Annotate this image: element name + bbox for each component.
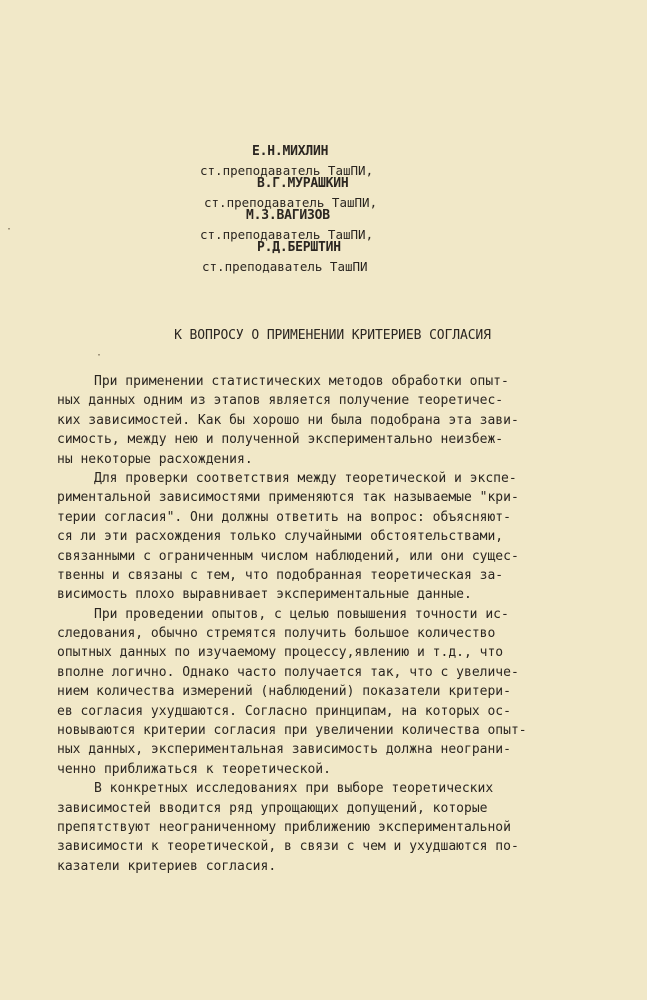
author-name: В.Г.МУРАШКИН [257, 176, 349, 191]
text-line: зависимостей вводится ряд упрощающих допущений, которые [57, 800, 488, 816]
author-4 [0, 238, 647, 292]
text-line: твенны и связаны с тем, что подобранная теоретическая за- [57, 567, 504, 583]
text-line: В конкретных исследованиях при выборе теоретических [94, 781, 494, 797]
text-line: риментальной зависимостями применяются так называемые "кри- [57, 490, 519, 506]
author-role: ст.преподаватель ТашПИ, [200, 227, 374, 242]
text-line: ся ли эти расхождения только случайными обстоятельствами, [57, 529, 504, 545]
article-title: К ВОПРОСУ О ПРИМЕНЕНИИ КРИТЕРИЕВ СОГЛАСИЯ [174, 328, 491, 343]
article-body [57, 372, 577, 876]
text-line: симость, между нею и полученной экспериментально неизбеж- [57, 432, 504, 448]
author-name: Е.Н.МИХЛИН [252, 144, 329, 159]
author-role: ст.преподаватель ТашПИ [202, 259, 368, 274]
paragraph [57, 779, 577, 876]
text-line: При применении статистических методов обработки опыт- [94, 374, 509, 389]
text-line: новываются критерии согласия при увеличении количества опыт- [57, 723, 527, 739]
author-block [0, 142, 647, 292]
text-line: зависимости к теоретической, в связи с чем и ухудшаются по- [57, 839, 519, 855]
author-role: ст.преподаватель ТашПИ, [204, 195, 378, 210]
text-line: следования, обычно стремятся получить большое количество [57, 626, 496, 642]
margin-dot: · [6, 224, 13, 235]
text-line: висимость плохо выравнивает экспериментальные данные. [57, 587, 472, 603]
author-name: М.З.ВАГИЗОВ [246, 208, 330, 223]
paragraph [57, 605, 577, 780]
text-line: ченно приближаться к теоретической. [57, 761, 331, 777]
text-line: Для проверки соответствия между теоретической и экспе- [94, 470, 517, 486]
text-line: При проведении опытов, с целью повышения точности ис- [94, 606, 509, 622]
text-line: нием количества измерений (наблюдений) показатели критери- [57, 684, 511, 700]
text-line: опытных данных по изучаемому процессу,явлению и т.д., что [57, 645, 504, 661]
author-name: Р.Д.БЕРШТИН [257, 240, 341, 255]
text-line: ны некоторые расхождения. [57, 451, 253, 467]
text-line: ев согласия ухудшаются. Согласно принципам, на которых ос- [57, 703, 511, 719]
text-line: ких зависимостей. Как бы хорошо ни была подобрана эта зави- [57, 412, 519, 428]
text-line: ных данных, экспериментальная зависимость должна неограни- [57, 742, 511, 758]
paragraph [57, 469, 577, 605]
stray-dot: · [96, 350, 103, 361]
text-line: связанными с ограниченным числом наблюдений, или они сущес- [57, 548, 519, 564]
author-role: ст.преподаватель ТашПИ, [200, 163, 374, 178]
text-line: препятствуют неограниченному приближению экспериментальной [57, 819, 511, 835]
text-line: вполне логично. Однако часто получается так, что с увеличе- [57, 664, 519, 680]
text-line: казатели критериев согласия. [57, 858, 277, 874]
paragraph [57, 372, 577, 469]
text-line: терии согласия". Они должны ответить на вопрос: объясняют- [57, 509, 511, 525]
text-line: ных данных одним из этапов является получение теоретичес- [57, 393, 504, 409]
